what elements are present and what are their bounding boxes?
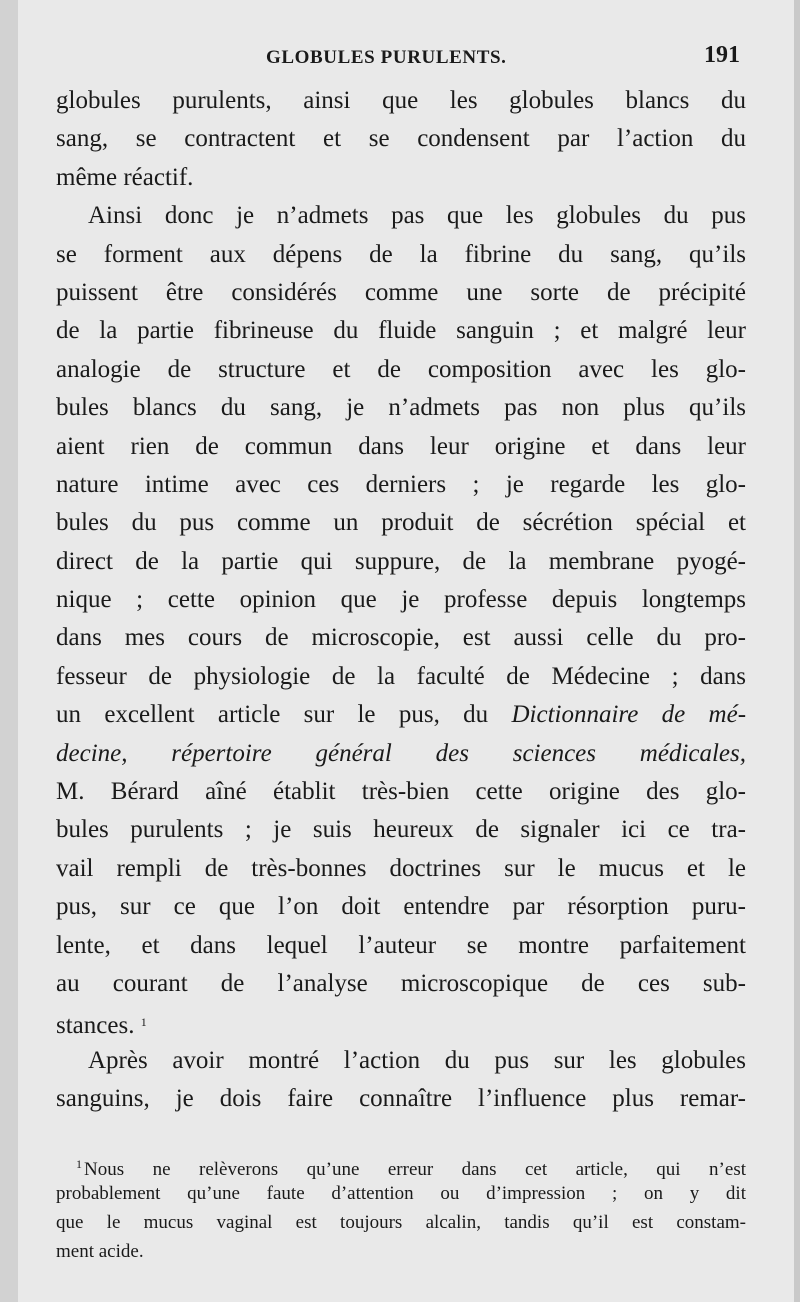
footnote-marker: 1	[76, 1157, 82, 1171]
text-line: dans mes cours de microscopie, est aussi celle du pro-	[56, 624, 746, 652]
text-line: M. Bérard aîné établit très-bien cette origine des glo-	[56, 778, 746, 806]
italic-title-segment: Dictionnaire de mé-	[511, 701, 747, 729]
footnote-line: probablement qu’une faute d’attention ou d’impression ; on y dit	[56, 1183, 746, 1204]
page-gutter	[0, 0, 18, 1302]
text-line: nature intime avec ces derniers ; je regarde les glo-	[56, 470, 746, 498]
text-line: se forment aux dépens de la fibrine du sang, qu’ils	[56, 240, 746, 268]
footnote-reference: 1	[140, 1015, 147, 1030]
text-line: bules blancs du sang, je n’admets pas non plus qu’ils	[56, 394, 746, 422]
footnote-line: ment acide.	[56, 1241, 144, 1262]
text-line: direct de la partie qui suppure, de la membrane pyogé-	[56, 547, 746, 575]
text-line: Ainsi donc je n’admets pas que les globules du pus	[88, 202, 746, 230]
text-line: bules purulents ; je suis heureux de signaler ici ce tra-	[56, 816, 746, 844]
body-text	[56, 82, 746, 1119]
running-title: GLOBULES PURULENTS.	[266, 47, 507, 68]
page-number: 191	[704, 42, 740, 68]
text-line: globules purulents, ainsi que les globules blancs du	[56, 87, 746, 114]
text-line: lente, et dans lequel l’auteur se montre parfaitement	[56, 931, 746, 959]
text-line-with-italic	[56, 696, 746, 734]
text-segment: stances.	[56, 1012, 135, 1040]
text-line: de la partie fibrineuse du fluide sanguin ; et malgré leur	[56, 317, 746, 345]
footnote-line	[56, 1150, 746, 1179]
italic-title-line: decine, répertoire général des sciences médicales,	[56, 739, 746, 767]
text-line: pus, sur ce que l’on doit entendre par résorption puru-	[56, 893, 746, 921]
text-line: aient rien de commun dans leur origine et dans leur	[56, 432, 746, 460]
text-segment: un excellent article sur le pus, du	[56, 701, 489, 729]
text-line: vail rempli de très-bonnes doctrines sur le mucus et le	[56, 854, 746, 882]
text-line: analogie de structure et de composition avec les glo-	[56, 355, 746, 383]
text-line: sanguins, je dois faire connaître l’influence plus remar-	[56, 1085, 746, 1113]
text-line: puissent être considérés comme une sorte de précipité	[56, 278, 746, 306]
text-line: bules du pus comme un produit de sécrétion spécial et	[56, 509, 746, 537]
page-edge	[794, 0, 800, 1302]
footnote	[56, 1150, 746, 1266]
text-line	[56, 1003, 746, 1041]
text-line: Après avoir montré l’action du pus sur les globules	[88, 1046, 746, 1074]
text-line: sang, se contractent et se condensent par l’action du	[56, 125, 746, 153]
text-line: fesseur de physiologie de la faculté de Médecine ; dans	[56, 662, 746, 690]
footnote-line: que le mucus vaginal est toujours alcalin, tandis qu’il est constam-	[56, 1212, 746, 1233]
text-line: au courant de l’analyse microscopique de ces sub-	[56, 969, 746, 997]
footnote-text: Nous ne relèverons qu’une erreur dans cet article, qui n’est	[84, 1159, 746, 1180]
text-line: nique ; cette opinion que je professe depuis longtemps	[56, 586, 746, 614]
page-header	[56, 42, 746, 76]
text-line: même réactif.	[56, 163, 194, 191]
